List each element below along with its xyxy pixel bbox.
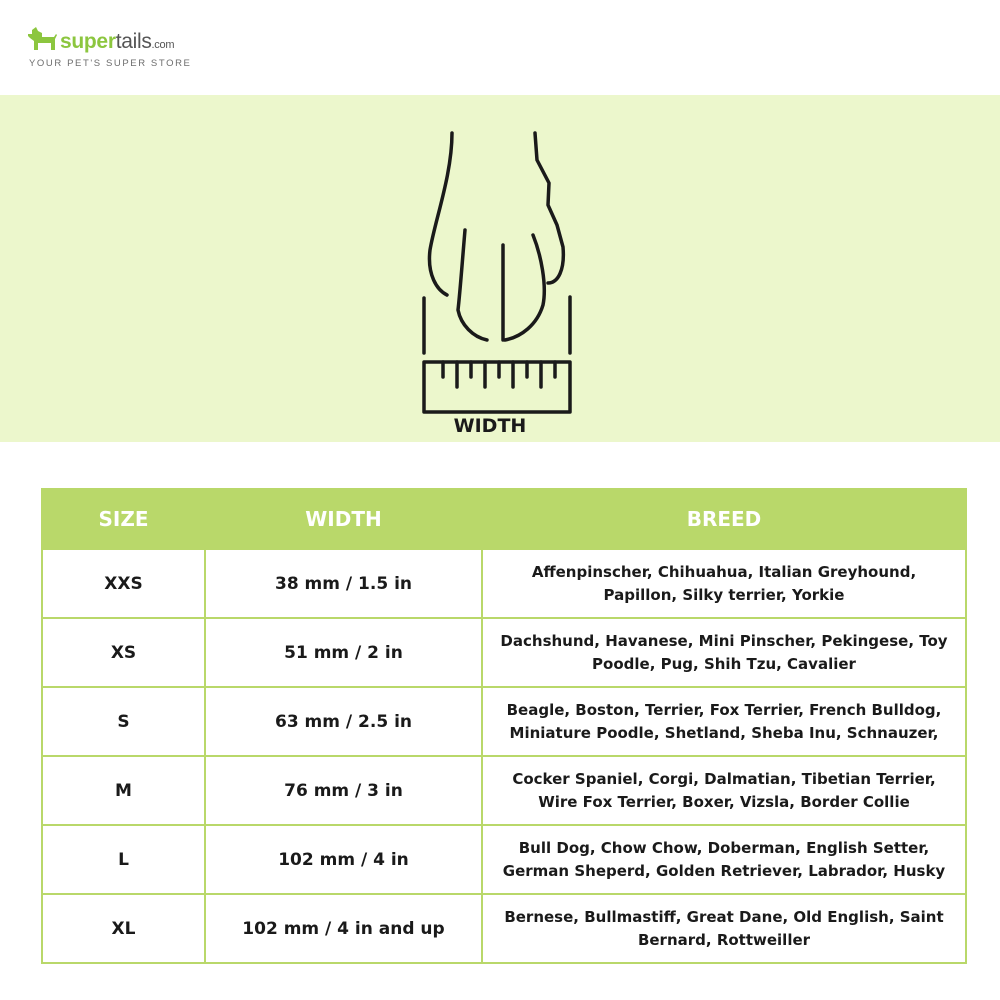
dog-logo-icon: [26, 24, 58, 52]
brand-logo[interactable]: [26, 24, 246, 74]
brand-wordmark: [60, 30, 174, 54]
size-chart-table: [41, 488, 967, 964]
width-cell: 63 mm / 2.5 in: [205, 687, 482, 756]
breed-cell: Cocker Spaniel, Corgi, Dalmatian, Tibetian Terrier, Wire Fox Terrier, Boxer, Vizsla, Border Collie: [482, 756, 966, 825]
breed-cell: Affenpinscher, Chihuahua, Italian Greyhound, Papillon, Silky terrier, Yorkie: [482, 549, 966, 618]
column-header-width: WIDTH: [205, 489, 482, 549]
table-row: [42, 549, 966, 618]
width-cell: 102 mm / 4 in and up: [205, 894, 482, 963]
brand-domain: .com: [151, 39, 175, 51]
size-cell: S: [42, 687, 205, 756]
breed-cell: Beagle, Boston, Terrier, Fox Terrier, French Bulldog, Miniature Poodle, Shetland, Sheba Inu, Schnauzer,: [482, 687, 966, 756]
brand-name-super: super: [60, 30, 116, 53]
size-cell: XXS: [42, 549, 205, 618]
brand-name-tails: tails: [115, 30, 152, 53]
breed-cell: Bernese, Bullmastiff, Great Dane, Old English, Saint Bernard, Rottweiller: [482, 894, 966, 963]
table-row: [42, 825, 966, 894]
size-cell: L: [42, 825, 205, 894]
table-row: [42, 756, 966, 825]
width-cell: 38 mm / 1.5 in: [205, 549, 482, 618]
width-cell: 76 mm / 3 in: [205, 756, 482, 825]
width-cell: 51 mm / 2 in: [205, 618, 482, 687]
width-cell: 102 mm / 4 in: [205, 825, 482, 894]
size-cell: XS: [42, 618, 205, 687]
brand-tagline: YOUR PET'S SUPER STORE: [29, 58, 192, 69]
table-row: [42, 618, 966, 687]
table-row: [42, 894, 966, 963]
paw-on-ruler-icon: [415, 125, 585, 420]
width-measure-label: WIDTH: [453, 415, 527, 437]
size-cell: XL: [42, 894, 205, 963]
table-row: [42, 687, 966, 756]
breed-cell: Dachshund, Havanese, Mini Pinscher, Pekingese, Toy Poodle, Pug, Shih Tzu, Cavalier: [482, 618, 966, 687]
breed-cell: Bull Dog, Chow Chow, Doberman, English Setter, German Sheperd, Golden Retriever, Labrador, Husky: [482, 825, 966, 894]
size-cell: M: [42, 756, 205, 825]
column-header-breed: BREED: [482, 489, 966, 549]
column-header-size: SIZE: [42, 489, 205, 549]
table-header-row: [42, 489, 966, 549]
